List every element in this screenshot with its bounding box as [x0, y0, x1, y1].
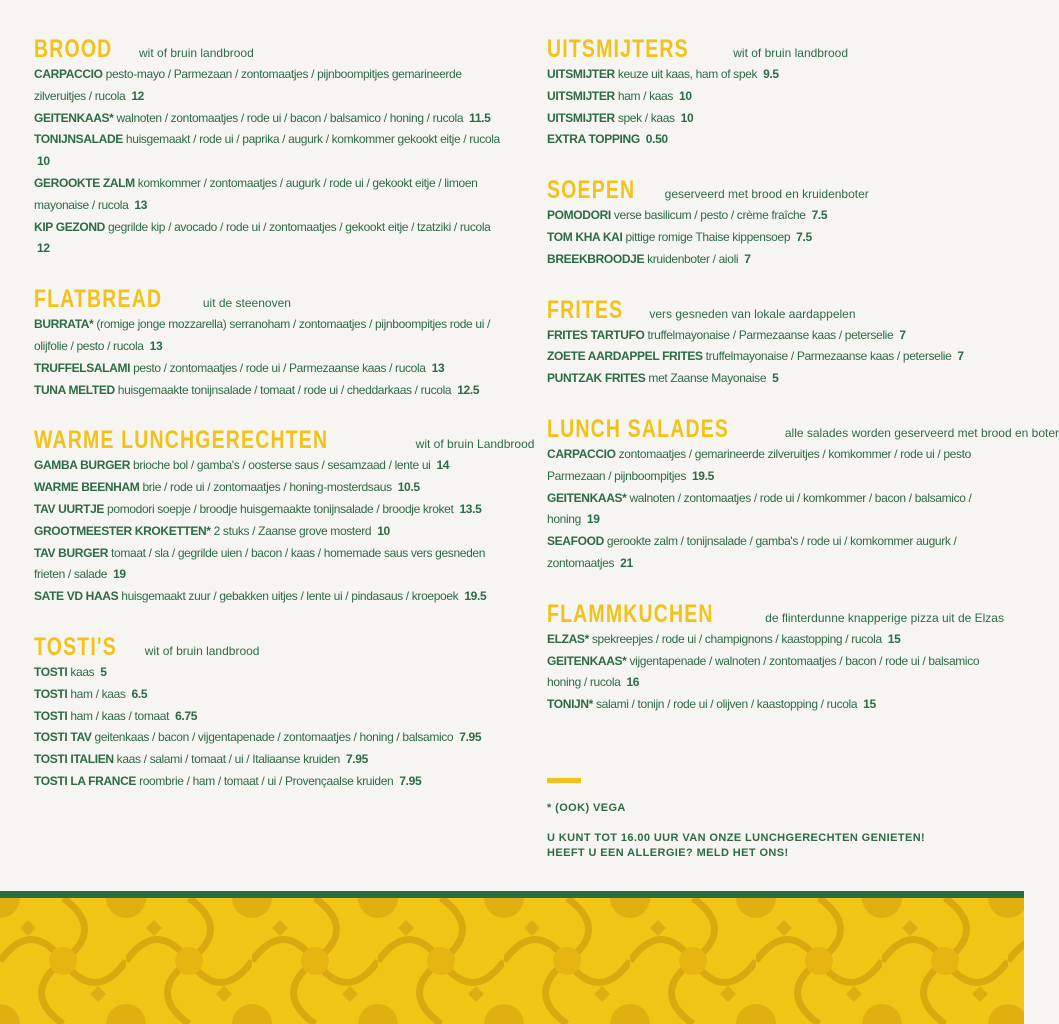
- item-name: TAV UURTJE: [34, 501, 105, 516]
- item-price: 10: [680, 110, 694, 125]
- item-desc: spekreepjes / rode ui / champignons / kaastopping / rucola: [591, 631, 882, 646]
- menu-item: [34, 684, 504, 706]
- section-subtitle: alle salades worden geserveerd met brood en boter: [784, 425, 1059, 440]
- item-desc: verse basilicum / pesto / crème fraîche: [613, 208, 806, 223]
- menu-item: [34, 521, 504, 543]
- item-desc: keuze uit kaas, ham of spek: [617, 67, 758, 81]
- item-desc: pesto-mayo / Parmezaan / zontomaatjes / pijnboompitjes gemarineerde zilveruitjes / rucola: [34, 67, 462, 103]
- vega-note: * (OOK) VEGA: [547, 802, 626, 814]
- item-desc: pittige romige Thaise kippensoep: [625, 229, 791, 244]
- item-price: 13: [431, 360, 445, 375]
- item-name: CARPACCIO: [547, 446, 616, 461]
- section-uitsmijters: [547, 34, 1002, 151]
- item-desc: (romige jonge mozzarella) serranoham / zontomaatjes / pijnboompitjes rode ui / olijfolie / pesto / rucola: [34, 317, 490, 353]
- item-name: TOM KHA KAI: [547, 229, 623, 244]
- item-price: 19: [113, 567, 126, 582]
- section-header: [34, 425, 535, 455]
- menu-item: [547, 249, 1002, 271]
- item-price: 5: [100, 664, 107, 679]
- menu-item: [34, 499, 504, 521]
- item-name: TOSTI: [34, 708, 68, 723]
- item-desc: zontomaatjes / gemarineerde zilveruitjes / komkommer / rode ui / pesto Parmezaan / pijnboompitjes: [547, 446, 971, 483]
- section-header: [34, 284, 504, 314]
- menu-item: [547, 227, 1002, 249]
- item-name: FRITES TARTUFO: [547, 327, 645, 342]
- section-title: FLATBREAD: [34, 285, 163, 314]
- item-price: 15: [863, 697, 876, 712]
- item-desc: kaas: [70, 664, 95, 679]
- menu-item: [34, 173, 504, 217]
- menu-item: [34, 771, 504, 793]
- item-price: 13: [134, 197, 148, 212]
- section-subtitle: wit of bruin Landbrood: [415, 437, 535, 452]
- item-desc: tomaat / sla / gegrilde uien / bacon / kaas / homemade saus vers gesneden frieten / salade: [34, 545, 486, 582]
- item-price: 16: [626, 675, 640, 690]
- item-desc: kaas / salami / tomaat / ui / Italiaanse kruiden: [116, 752, 340, 767]
- menu-item: [547, 368, 1002, 390]
- menu-item: [34, 217, 504, 261]
- item-name: TOSTI: [34, 664, 68, 679]
- menu-item: [34, 706, 504, 728]
- section-header: [34, 34, 504, 64]
- section-subtitle: wit of bruin landbrood: [733, 46, 848, 60]
- item-desc: komkommer / zontomaatjes / augurk / rode ui / gekookt eitje / limoen mayonaise / rucola: [34, 175, 478, 212]
- section-warme-lunchgerechten: [34, 425, 535, 608]
- item-desc: brie / rode ui / zontomaatjes / honing-mosterdsaus: [142, 480, 392, 495]
- item-price: 7: [899, 327, 906, 342]
- section-title: TOSTI'S: [34, 632, 117, 661]
- section-header: [547, 175, 1002, 205]
- menu-item: [547, 694, 1002, 716]
- item-name: TOSTI TAV: [34, 730, 92, 745]
- section-subtitle: geserveerd met brood en kruidenboter: [664, 187, 869, 202]
- item-price: 7.5: [796, 229, 812, 244]
- menu-item: [547, 86, 1002, 108]
- section-header: [547, 414, 1059, 444]
- menu-item: [547, 444, 1002, 488]
- item-price: 7: [957, 349, 964, 364]
- menu-item: [34, 358, 504, 380]
- item-price: 10: [377, 523, 390, 538]
- section-brood: [34, 34, 504, 260]
- item-price: 0.50: [645, 132, 668, 147]
- menu-item: [547, 205, 1002, 227]
- item-price: 19.5: [464, 589, 487, 604]
- item-name: TONIJNSALADE: [34, 132, 123, 147]
- menu-item: [34, 727, 504, 749]
- item-desc: huisgemaakt zuur / gebakken uitjes / lente ui / pindasaus / kroepoek: [121, 589, 459, 604]
- item-desc: ham / kaas / tomaat: [70, 708, 170, 723]
- section-lunch-salades: [547, 414, 1059, 575]
- menu-item: [34, 455, 504, 477]
- item-price: 12: [131, 88, 144, 103]
- item-price: 21: [620, 555, 633, 570]
- menu-item: [34, 477, 504, 499]
- item-price: 9.5: [763, 67, 779, 81]
- item-name: UITSMIJTER: [547, 67, 615, 81]
- item-price: 7.95: [345, 752, 368, 767]
- tile-pattern-icon: [0, 898, 1024, 1024]
- section-tostis: [34, 632, 504, 793]
- item-price: 19: [586, 512, 600, 527]
- section-subtitle: wit of bruin landbrood: [144, 643, 260, 658]
- menu-item: [547, 64, 1002, 86]
- menu-item: [547, 346, 1002, 368]
- section-title: FLAMMKUCHEN: [547, 599, 714, 628]
- item-price: 15: [887, 631, 901, 646]
- item-price: 19.5: [691, 468, 714, 483]
- section-title: BROOD: [34, 35, 113, 63]
- section-subtitle: wit of bruin landbrood: [139, 46, 254, 60]
- section-soepen: [547, 175, 1002, 270]
- item-name: UITSMIJTER: [547, 88, 615, 103]
- item-name: POMODORI: [547, 208, 611, 223]
- item-price: 14: [436, 458, 450, 473]
- menu-item: [34, 662, 504, 684]
- menu-item: [34, 380, 504, 402]
- item-price: 10: [37, 154, 50, 169]
- item-desc: truffelmayonaise / Parmezaanse kaas / peterselie: [705, 349, 952, 364]
- item-price: 7.5: [811, 208, 828, 223]
- item-name: TOSTI: [34, 686, 68, 701]
- item-desc: ham / kaas: [70, 686, 126, 701]
- item-price: 10: [679, 88, 692, 103]
- lunch-hours-note: U KUNT TOT 16.00 UUR VAN ONZE LUNCHGERECHTEN GENIETEN!: [547, 832, 926, 844]
- item-price: 6.75: [175, 708, 198, 723]
- item-desc: spek / kaas: [617, 110, 675, 125]
- item-name: TONIJN*: [547, 697, 594, 712]
- menu-item: [547, 629, 1002, 651]
- item-desc: pesto / zontomaatjes / rode ui / Parmezaanse kaas / rucola: [133, 360, 426, 375]
- item-name: GAMBA BURGER: [34, 458, 131, 473]
- item-desc: salami / tonijn / rode ui / olijven / kaastopping / rucola: [596, 697, 858, 712]
- item-name: TAV BURGER: [34, 545, 109, 560]
- menu-item: [547, 129, 1002, 151]
- menu-item: [34, 129, 504, 173]
- item-price: 7: [744, 251, 751, 266]
- item-desc: huisgemaakt / rode ui / paprika / augurk / komkommer gekookt eitje / rucola: [125, 132, 500, 147]
- item-desc: pomodori soepje / broodje huisgemaakte tonijnsalade / broodje kroket: [107, 501, 454, 516]
- item-desc: vijgentapenade / walnoten / zontomaatjes / bacon / rode ui / balsamico honing / rucola: [547, 653, 980, 690]
- menu-item: [34, 749, 504, 771]
- menu-item: [34, 586, 504, 608]
- item-name: SATE VD HAAS: [34, 589, 119, 604]
- menu-left-column: [34, 34, 535, 817]
- item-desc: gegrilde kip / avocado / rode ui / zontomaatjes / gekookt eitje / tzatziki / rucola: [107, 219, 491, 234]
- item-name: GEITENKAAS*: [34, 110, 114, 125]
- item-desc: met Zaanse Mayonaise: [648, 371, 767, 386]
- section-title: SOEPEN: [547, 176, 636, 205]
- item-price: 5: [772, 371, 779, 386]
- item-desc: walnoten / zontomaatjes / rode ui / bacon / balsamico / honing / rucola: [116, 110, 464, 125]
- item-name: BREEKBROODJE: [547, 251, 645, 266]
- item-name: CARPACCIO: [34, 67, 103, 81]
- item-desc: kruidenboter / aioli: [647, 251, 739, 266]
- menu-item: [547, 651, 1002, 695]
- item-name: UITSMIJTER: [547, 110, 615, 125]
- item-name: EXTRA TOPPING: [547, 132, 640, 147]
- item-name: GROOTMEESTER KROKETTEN*: [34, 523, 211, 538]
- section-title: LUNCH SALADES: [547, 414, 730, 443]
- section-subtitle: de flinterdunne knapperige pizza uit de Elzas: [765, 610, 1004, 625]
- section-header: [34, 632, 504, 662]
- footer-divider-line: [0, 891, 1024, 898]
- menu-item: [547, 325, 1002, 347]
- item-price: 7.95: [459, 730, 482, 745]
- item-name: ELZAS*: [547, 631, 589, 646]
- item-name: GEROOKTE ZALM: [34, 175, 135, 190]
- item-desc: roombrie / ham / tomaat / ui / Provençaalse kruiden: [139, 773, 394, 788]
- item-price: 11.5: [469, 110, 491, 125]
- item-name: TRUFFELSALAMI: [34, 360, 131, 375]
- menu-item: [34, 108, 504, 130]
- allergy-note: HEEFT U EEN ALLERGIE? MELD HET ONS!: [547, 847, 789, 859]
- section-title: UITSMIJTERS: [547, 35, 689, 63]
- item-desc: brioche bol / gamba's / oosterse saus / sesamzaad / lente ui: [133, 458, 431, 473]
- item-name: TOSTI LA FRANCE: [34, 773, 137, 788]
- item-name: KIP GEZOND: [34, 219, 105, 234]
- section-header: [547, 599, 1002, 629]
- item-price: 7.95: [399, 773, 422, 788]
- menu-item: [34, 314, 504, 358]
- menu-item: [547, 488, 1002, 532]
- item-desc: walnoten / zontomaatjes / rode ui / komkommer / bacon / balsamico / honing: [547, 490, 972, 527]
- item-price: 13: [149, 338, 163, 353]
- section-header: [547, 295, 1002, 325]
- item-name: TUNA MELTED: [34, 382, 115, 397]
- section-title: FRITES: [547, 295, 624, 324]
- item-name: GEITENKAAS*: [547, 653, 627, 668]
- section-subtitle: uit de steenoven: [202, 296, 291, 311]
- item-price: 12: [37, 241, 50, 256]
- menu-item: [34, 64, 504, 108]
- menu-item: [547, 108, 1002, 130]
- item-price: 12.5: [457, 382, 480, 397]
- item-name: SEAFOOD: [547, 534, 604, 549]
- section-frites: [547, 295, 1002, 390]
- section-subtitle: vers gesneden van lokale aardappelen: [649, 306, 856, 321]
- item-price: 6.5: [131, 686, 148, 701]
- accent-divider: [547, 778, 581, 783]
- menu-item: [547, 531, 1002, 575]
- item-desc: 2 stuks / Zaanse grove mosterd: [213, 523, 372, 538]
- section-title: WARME LUNCHGERECHTEN: [34, 426, 329, 455]
- menu-item: [34, 543, 504, 587]
- item-desc: truffelmayonaise / Parmezaanse kaas / peterselie: [647, 327, 894, 342]
- item-price: 13.5: [459, 501, 482, 516]
- section-flammkuchen: [547, 599, 1002, 716]
- item-name: PUNTZAK FRITES: [547, 371, 646, 386]
- item-name: WARME BEENHAM: [34, 480, 140, 495]
- footer-notes: [547, 778, 997, 861]
- item-desc: ham / kaas: [617, 88, 674, 103]
- item-name: BURRATA*: [34, 317, 94, 332]
- item-desc: geitenkaas / bacon / vijgentapenade / zontomaatjes / honing / balsamico: [94, 730, 454, 745]
- menu-right-column: [547, 34, 1059, 740]
- section-header: [547, 34, 1002, 64]
- section-flatbread: [34, 284, 504, 401]
- item-name: TOSTI ITALIEN: [34, 752, 114, 767]
- decorative-tile-band: [0, 898, 1024, 1024]
- item-name: ZOETE AARDAPPEL FRITES: [547, 349, 703, 364]
- item-desc: gerookte zalm / tonijnsalade / gamba's / rode ui / komkommer augurk / zontomaatjes: [547, 534, 957, 570]
- item-desc: huisgemaakte tonijnsalade / tomaat / rode ui / cheddarkaas / rucola: [117, 382, 452, 397]
- item-price: 10.5: [397, 480, 420, 495]
- item-name: GEITENKAAS*: [547, 490, 627, 505]
